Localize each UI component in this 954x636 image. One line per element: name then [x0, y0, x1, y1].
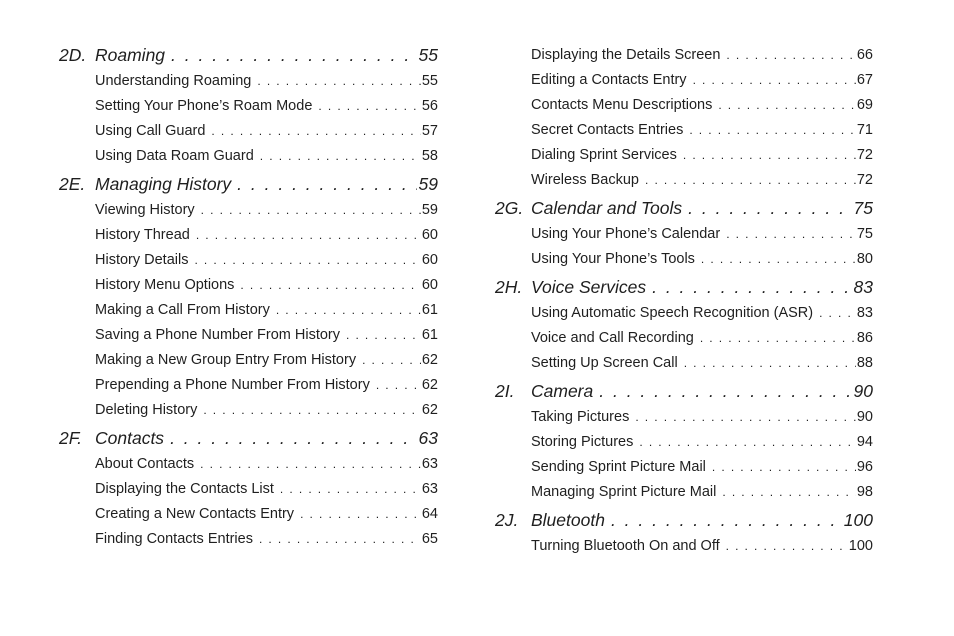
toc-entry-title: Taking Pictures — [531, 409, 630, 425]
toc-entry-2-0[interactable] — [59, 452, 438, 477]
toc-entry-1-7[interactable] — [59, 373, 438, 398]
dot-leader — [635, 405, 856, 430]
section-title: Camera — [531, 381, 594, 401]
toc-entry-title: Viewing History — [95, 202, 195, 218]
toc-entry-2-2[interactable] — [59, 502, 438, 527]
dot-leader — [362, 348, 421, 373]
toc-entry-title: Understanding Roaming — [95, 73, 252, 89]
dot-leader — [257, 69, 420, 94]
toc-entry-page: 59 — [421, 202, 438, 218]
toc-entry-1-3[interactable] — [59, 273, 438, 298]
dot-leader — [201, 198, 421, 223]
toc-entry-page: 86 — [856, 330, 873, 346]
toc-entry-cont-2[interactable] — [495, 93, 873, 118]
toc-entry-page: 100 — [848, 538, 873, 554]
toc-entry-page: 98 — [856, 484, 873, 500]
toc-entry-r2-2[interactable] — [495, 455, 873, 480]
dot-leader — [260, 144, 421, 169]
toc-entry-title: Using Your Phone’s Calendar — [531, 226, 721, 242]
dot-leader — [300, 502, 421, 527]
dot-leader — [819, 301, 856, 326]
toc-entry-page: 57 — [421, 123, 438, 139]
toc-left-column — [59, 41, 438, 552]
toc-section-heading[interactable] — [495, 273, 873, 301]
toc-section-heading[interactable] — [59, 41, 438, 69]
toc-entry-r0-1[interactable] — [495, 247, 873, 272]
toc-entry-title: Secret Contacts Entries — [531, 122, 684, 138]
toc-entry-title: Finding Contacts Entries — [95, 531, 253, 547]
toc-entry-page: 69 — [856, 97, 873, 113]
dot-leader — [726, 222, 856, 247]
dot-leader — [240, 273, 420, 298]
toc-entry-r1-2[interactable] — [495, 351, 873, 376]
section-page: 100 — [843, 510, 873, 530]
toc-entry-title: Using Automatic Speech Recognition (ASR) — [531, 305, 814, 321]
toc-entry-page: 61 — [421, 302, 438, 318]
toc-entry-r3-0[interactable] — [495, 534, 873, 559]
toc-entry-title: Setting Up Screen Call — [531, 355, 678, 371]
toc-entry-1-6[interactable] — [59, 348, 438, 373]
toc-entry-title: Using Data Roam Guard — [95, 148, 254, 164]
section-page: 59 — [418, 174, 438, 194]
toc-entry-cont-4[interactable] — [495, 143, 873, 168]
toc-entry-1-4[interactable] — [59, 298, 438, 323]
toc-entry-title: Prepending a Phone Number From History — [95, 377, 370, 393]
dot-leader — [652, 273, 851, 301]
section-page: 55 — [418, 45, 438, 65]
dot-leader — [726, 43, 855, 68]
dot-leader — [684, 351, 856, 376]
toc-entry-page: 90 — [856, 409, 873, 425]
dot-leader — [726, 534, 848, 559]
toc-entry-title: History Details — [95, 252, 189, 268]
dot-leader — [318, 94, 420, 119]
toc-entry-0-0[interactable] — [59, 69, 438, 94]
dot-leader — [376, 373, 421, 398]
dot-leader — [722, 480, 855, 505]
dot-leader — [712, 455, 856, 480]
dot-leader — [611, 506, 842, 534]
toc-entry-page: 58 — [421, 148, 438, 164]
toc-section-heading[interactable] — [495, 506, 873, 534]
dot-leader — [259, 527, 421, 552]
section-title: Contacts — [95, 428, 165, 448]
toc-entry-title: Dialing Sprint Services — [531, 147, 677, 163]
toc-entry-r1-0[interactable] — [495, 301, 873, 326]
toc-entry-page: 71 — [856, 122, 873, 138]
toc-entry-cont-1[interactable] — [495, 68, 873, 93]
toc-entry-page: 66 — [856, 47, 873, 63]
toc-entry-cont-5[interactable] — [495, 168, 873, 193]
toc-entry-page: 55 — [421, 73, 438, 89]
toc-entry-cont-3[interactable] — [495, 118, 873, 143]
toc-section-heading[interactable] — [59, 424, 438, 452]
section-number: 2F. — [59, 428, 83, 448]
toc-entry-r2-1[interactable] — [495, 430, 873, 455]
dot-leader — [718, 93, 856, 118]
toc-entry-page: 72 — [856, 172, 873, 188]
toc-entry-r2-3[interactable] — [495, 480, 873, 505]
toc-entry-title: Saving a Phone Number From History — [95, 327, 340, 343]
toc-entry-title: Wireless Backup — [531, 172, 639, 188]
toc-section-r2 — [495, 377, 873, 505]
toc-entry-page: 72 — [856, 147, 873, 163]
toc-entry-page: 56 — [421, 98, 438, 114]
toc-right-column — [495, 41, 873, 559]
toc-entry-page: 63 — [421, 456, 438, 472]
section-page: 90 — [853, 381, 873, 401]
toc-entry-title: Voice and Call Recording — [531, 330, 694, 346]
toc-entry-title: History Thread — [95, 227, 190, 243]
dot-leader — [171, 41, 416, 69]
section-number: 2D. — [59, 45, 87, 65]
dot-leader — [211, 119, 420, 144]
toc-entry-0-3[interactable] — [59, 144, 438, 169]
dot-leader — [237, 170, 416, 198]
dot-leader — [276, 298, 421, 323]
section-number: 2G. — [495, 198, 524, 218]
dot-leader — [196, 223, 421, 248]
dot-leader — [683, 143, 856, 168]
toc-entry-page: 62 — [421, 377, 438, 393]
toc-section-heading[interactable] — [59, 170, 438, 198]
dot-leader — [280, 477, 421, 502]
toc-entry-title: Making a Call From History — [95, 302, 270, 318]
section-number: 2I. — [495, 381, 515, 401]
section-title: Voice Services — [531, 277, 647, 297]
toc-section-heading[interactable] — [495, 377, 873, 405]
toc-continued-entries — [495, 41, 873, 193]
toc-entry-title: Displaying the Contacts List — [95, 481, 274, 497]
dot-leader — [701, 247, 856, 272]
toc-entry-r2-0[interactable] — [495, 405, 873, 430]
toc-entry-0-2[interactable] — [59, 119, 438, 144]
toc-section-r0 — [495, 194, 873, 272]
toc-section-r3 — [495, 506, 873, 559]
toc-entry-1-0[interactable] — [59, 198, 438, 223]
toc-entry-cont-0[interactable] — [495, 43, 873, 68]
toc-entry-title: About Contacts — [95, 456, 195, 472]
dot-leader — [700, 326, 856, 351]
toc-entry-page: 94 — [856, 434, 873, 450]
toc-entry-2-3[interactable] — [59, 527, 438, 552]
section-page: 83 — [853, 277, 873, 297]
section-number: 2E. — [59, 174, 86, 194]
toc-entry-r0-0[interactable] — [495, 222, 873, 247]
section-title: Managing History — [95, 174, 232, 194]
toc-entry-title: Storing Pictures — [531, 434, 634, 450]
toc-entry-page: 62 — [421, 352, 438, 368]
toc-section-2 — [59, 424, 438, 552]
dot-leader — [688, 194, 851, 222]
toc-entry-0-1[interactable] — [59, 94, 438, 119]
toc-entry-page: 62 — [421, 402, 438, 418]
dot-leader — [599, 377, 851, 405]
toc-entry-title: Making a New Group Entry From History — [95, 352, 357, 368]
dot-leader — [346, 323, 421, 348]
toc-section-0 — [59, 41, 438, 169]
section-title: Bluetooth — [531, 510, 605, 530]
toc-entry-title: Using Your Phone’s Tools — [531, 251, 695, 267]
toc-entry-page: 65 — [421, 531, 438, 547]
section-title: Roaming — [95, 45, 166, 65]
dot-leader — [203, 398, 421, 423]
toc-entry-page: 60 — [421, 252, 438, 268]
toc-section-1 — [59, 170, 438, 423]
toc-entry-1-2[interactable] — [59, 248, 438, 273]
toc-entry-page: 61 — [421, 327, 438, 343]
toc-entry-page: 75 — [856, 226, 873, 242]
toc-entry-title: Setting Your Phone’s Roam Mode — [95, 98, 313, 114]
toc-entry-page: 60 — [421, 227, 438, 243]
toc-entry-page: 96 — [856, 459, 873, 475]
section-page: 63 — [418, 428, 438, 448]
dot-leader — [693, 68, 856, 93]
section-title: Calendar and Tools — [531, 198, 683, 218]
toc-entry-2-1[interactable] — [59, 477, 438, 502]
dot-leader — [639, 430, 856, 455]
toc-entry-1-5[interactable] — [59, 323, 438, 348]
section-number: 2H. — [495, 277, 523, 297]
toc-entry-r1-1[interactable] — [495, 326, 873, 351]
toc-entry-1-8[interactable] — [59, 398, 438, 423]
toc-entry-page: 80 — [856, 251, 873, 267]
toc-entry-title: Deleting History — [95, 402, 198, 418]
dot-leader — [194, 248, 420, 273]
toc-entry-title: Contacts Menu Descriptions — [531, 97, 713, 113]
dot-leader — [689, 118, 856, 143]
toc-section-heading[interactable] — [495, 194, 873, 222]
toc-entry-title: Creating a New Contacts Entry — [95, 506, 295, 522]
toc-entry-1-1[interactable] — [59, 223, 438, 248]
dot-leader — [200, 452, 421, 477]
toc-entry-title: Turning Bluetooth On and Off — [531, 538, 720, 554]
toc-entry-title: Displaying the Details Screen — [531, 47, 721, 63]
toc-entry-page: 83 — [856, 305, 873, 321]
toc-entry-title: Editing a Contacts Entry — [531, 72, 687, 88]
toc-entry-page: 60 — [421, 277, 438, 293]
toc-entry-page: 67 — [856, 72, 873, 88]
dot-leader — [645, 168, 856, 193]
toc-section-r1 — [495, 273, 873, 376]
dot-leader — [170, 424, 416, 452]
toc-entry-title: Sending Sprint Picture Mail — [531, 459, 706, 475]
toc-entry-title: Managing Sprint Picture Mail — [531, 484, 717, 500]
toc-entry-page: 64 — [421, 506, 438, 522]
toc-entry-title: History Menu Options — [95, 277, 235, 293]
toc-entry-page: 63 — [421, 481, 438, 497]
toc-entry-title: Using Call Guard — [95, 123, 206, 139]
toc-entry-page: 88 — [856, 355, 873, 371]
section-page: 75 — [853, 198, 873, 218]
section-number: 2J. — [495, 510, 519, 530]
